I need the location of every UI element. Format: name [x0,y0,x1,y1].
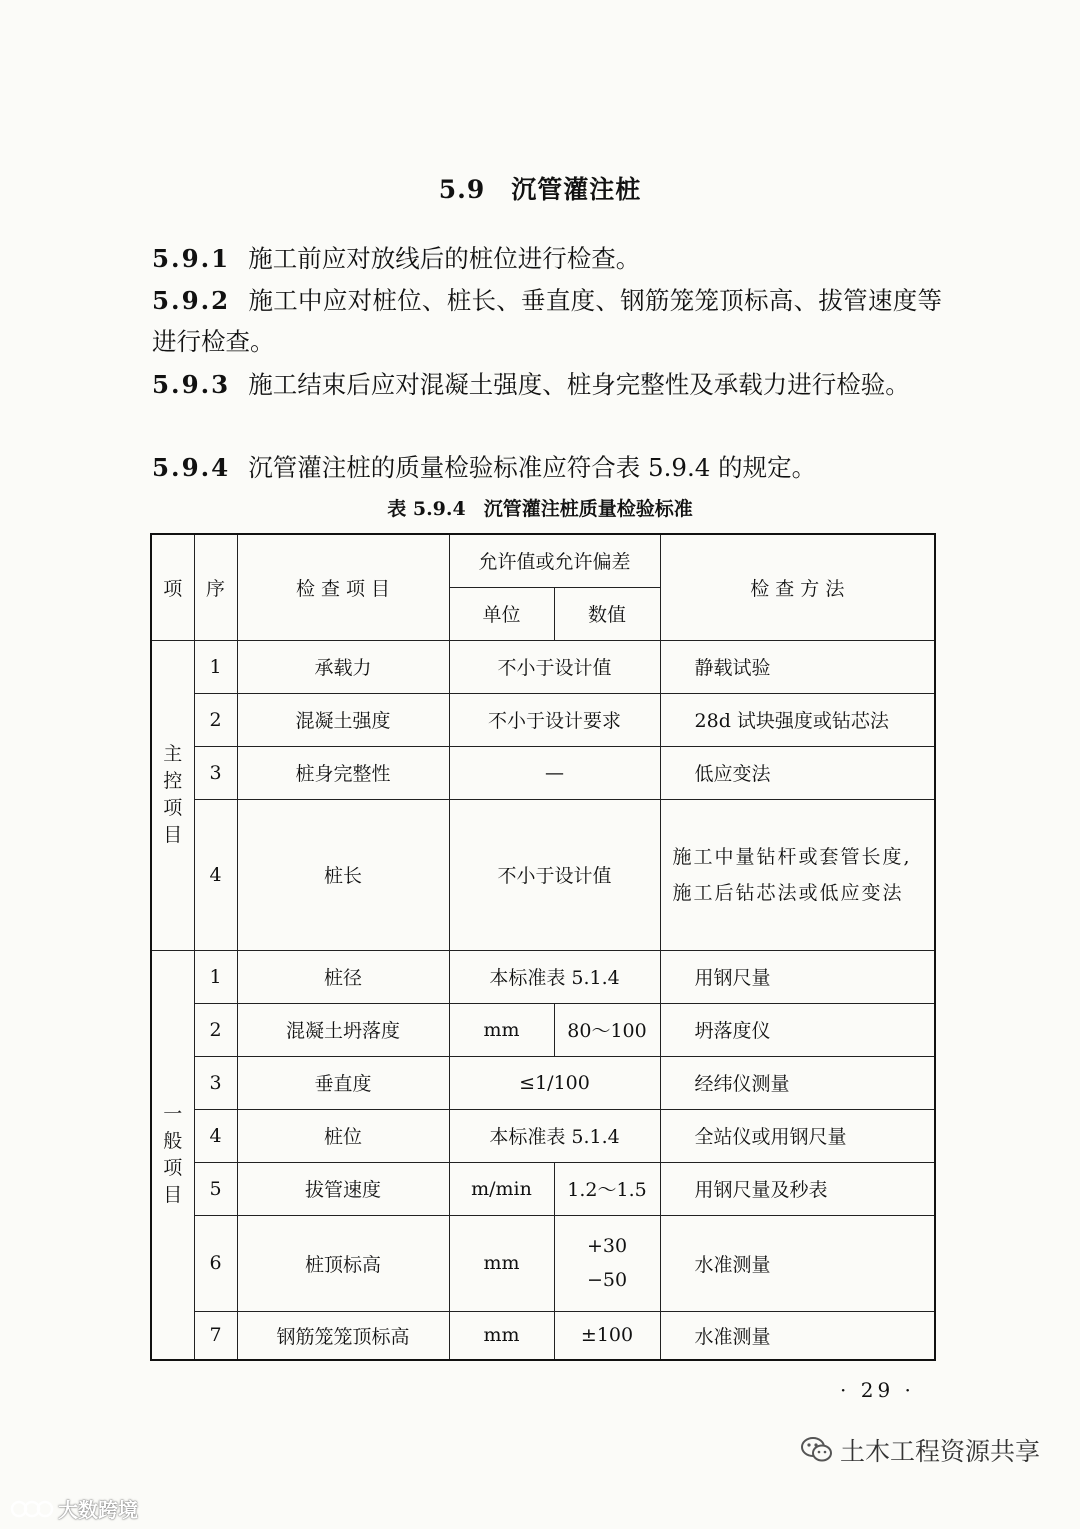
page-number: · 29 · [840,1378,915,1402]
table-row [151,1003,935,1056]
table-title: 沉管灌注桩质量检验标准 [483,498,693,520]
clause-5-9-4 [152,447,942,488]
method-cell: 静载试验 [660,640,935,693]
clause-number: 5.9.1 [152,244,231,273]
unit-cell: mm [449,1311,554,1360]
seq-cell: 7 [194,1311,237,1360]
table-row [151,1311,935,1360]
method-cell: 用钢尺量 [660,950,935,1003]
clause-number: 5.9.2 [152,286,231,315]
header-seq: 序 [194,534,237,640]
group-general-label: 一般项目 [151,950,194,1360]
group-main-label: 主控项目 [151,640,194,950]
seq-cell: 1 [194,950,237,1003]
allowance-cell: 本标准表 5.1.4 [449,950,660,1003]
table-row [151,799,935,950]
table-row [151,1215,935,1311]
table-row [151,746,935,799]
value-cell [554,1215,660,1311]
item-cell: 钢筋笼笼顶标高 [237,1311,449,1360]
wechat-watermark [800,1432,1040,1468]
header-allowance: 允许值或允许偏差 [449,534,660,587]
seq-cell: 2 [194,693,237,746]
table-row [151,693,935,746]
value-lower: −50 [586,1269,628,1291]
seq-cell: 5 [194,1162,237,1215]
allowance-cell: 本标准表 5.1.4 [449,1109,660,1162]
clause-text: 施工中应对桩位、桩长、垂直度、钢筋笼笼顶标高、拔管速度等进行检查。 [152,286,942,356]
header-method: 检 查 方 法 [660,534,935,640]
allowance-cell: 不小于设计值 [449,799,660,950]
clause-5-9-2 [152,280,942,362]
wechat-icon [800,1435,834,1465]
method-cell: 低应变法 [660,746,935,799]
header-row [151,534,935,587]
corner-watermark [10,1494,138,1523]
method-cell: 坍落度仪 [660,1003,935,1056]
item-cell: 承载力 [237,640,449,693]
method-cell: 28d 试块强度或钻芯法 [660,693,935,746]
item-cell: 混凝土强度 [237,693,449,746]
item-cell: 垂直度 [237,1056,449,1109]
item-cell: 桩长 [237,799,449,950]
method-cell: 经纬仪测量 [660,1056,935,1109]
item-cell: 拔管速度 [237,1162,449,1215]
item-cell: 桩身完整性 [237,746,449,799]
method-cell: 施工中量钻杆或套管长度,施工后钻芯法或低应变法 [660,799,935,950]
clause-5-9-1 [152,238,942,279]
allowance-cell: 不小于设计值 [449,640,660,693]
unit-cell: m/min [449,1162,554,1215]
value-cell: ±100 [554,1311,660,1360]
unit-cell: mm [449,1003,554,1056]
item-cell: 混凝土坍落度 [237,1003,449,1056]
clause-text: 沉管灌注桩的质量检验标准应符合表 5.9.4 的规定。 [248,453,817,482]
section-heading [0,170,1080,206]
clause-number: 5.9.3 [152,370,231,399]
table-row [151,1162,935,1215]
allowance-cell: 不小于设计要求 [449,693,660,746]
header-unit: 单位 [449,587,554,640]
header-group: 项 [151,534,194,640]
quality-standard-table [150,533,936,1361]
method-cell: 用钢尺量及秒表 [660,1162,935,1215]
allowance-cell: ≤1/100 [449,1056,660,1109]
method-cell: 水准测量 [660,1215,935,1311]
seq-cell: 4 [194,1109,237,1162]
clause-number: 5.9.4 [152,453,231,482]
item-cell: 桩位 [237,1109,449,1162]
table-row [151,950,935,1003]
seq-cell: 2 [194,1003,237,1056]
brand-logo-icon [10,1497,54,1521]
header-value: 数值 [554,587,660,640]
header-item: 检 查 项 目 [237,534,449,640]
table-row [151,640,935,693]
item-cell: 桩顶标高 [237,1215,449,1311]
seq-cell: 6 [194,1215,237,1311]
seq-cell: 1 [194,640,237,693]
method-cell: 水准测量 [660,1311,935,1360]
seq-cell: 3 [194,746,237,799]
wechat-account-name: 土木工程资源共享 [840,1437,1041,1466]
table-row [151,1109,935,1162]
allowance-cell: — [449,746,660,799]
seq-cell: 4 [194,799,237,950]
section-number: 5.9 [438,175,486,204]
unit-cell: mm [449,1215,554,1311]
table-row [151,1056,935,1109]
item-cell: 桩径 [237,950,449,1003]
clause-text: 施工结束后应对混凝土强度、桩身完整性及承载力进行检验。 [248,370,910,399]
seq-cell: 3 [194,1056,237,1109]
brand-name: 大数跨境 [58,1498,138,1522]
clause-text: 施工前应对放线后的桩位进行检查。 [248,244,641,273]
value-cell: 1.2～1.5 [554,1162,660,1215]
section-title: 沉管灌注桩 [511,175,642,204]
table-number: 表 5.9.4 [387,498,466,520]
table-caption [0,494,1080,521]
method-cell: 全站仪或用钢尺量 [660,1109,935,1162]
value-cell: 80～100 [554,1003,660,1056]
clause-5-9-3 [152,364,942,405]
value-upper: +30 [586,1235,628,1257]
